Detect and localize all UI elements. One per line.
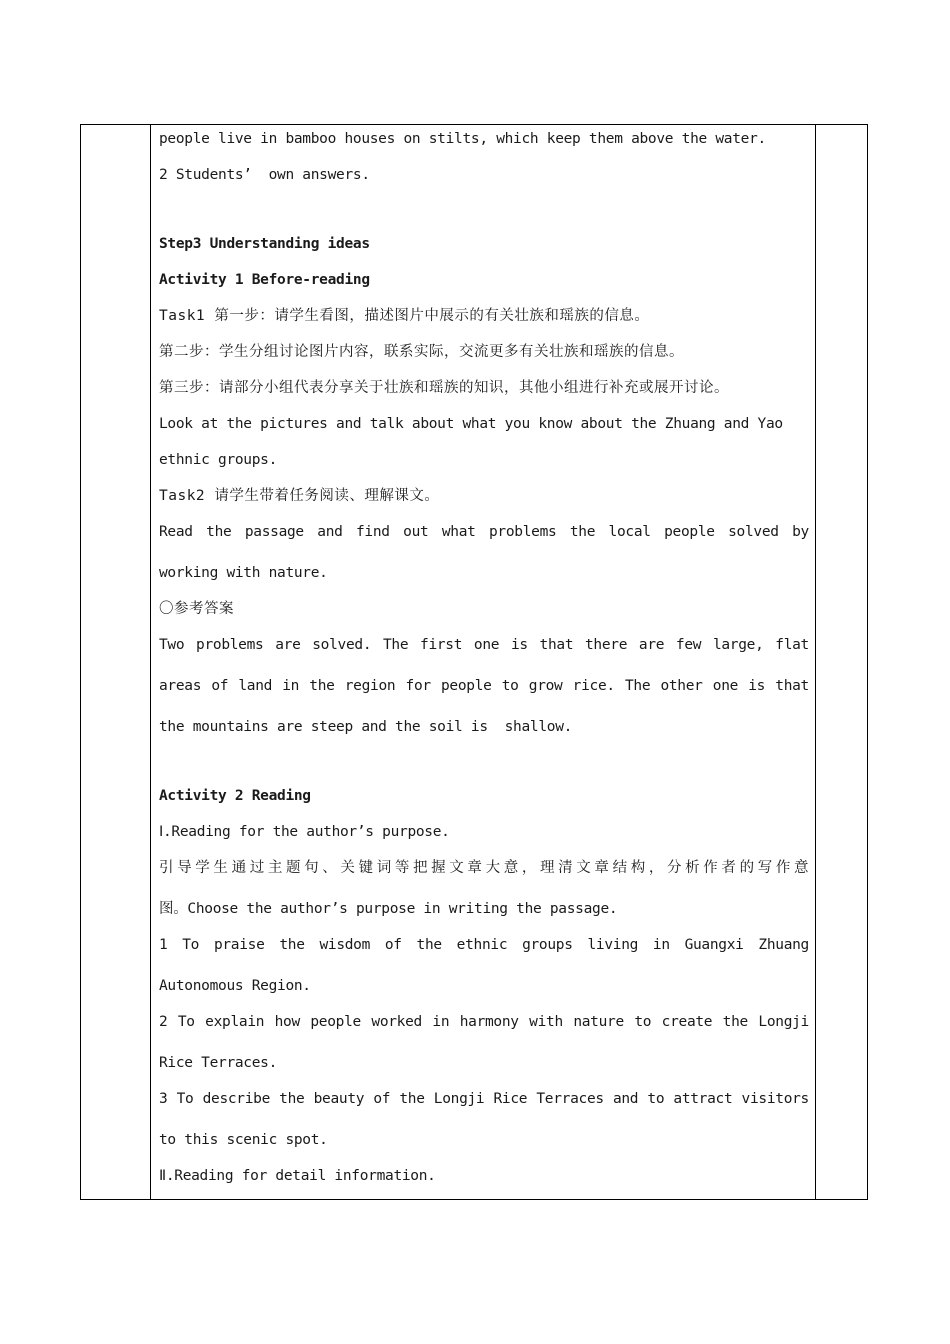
text-line: Ⅰ.Reading for the author’s purpose. [159,824,450,840]
text-line: 引导学生通过主题句、关键词等把握文章大意，理清文章结构，分析作者的写作意 [159,860,809,876]
text-line: Rice Terraces. [159,1055,278,1071]
activity-heading: Activity 1 Before-reading [159,272,370,288]
text-line: 第二步：学生分组讨论图片内容，联系实际，交流更多有关壮族和瑶族的信息。 [159,344,684,360]
text-line: Task1 第一步：请学生看图，描述图片中展示的有关壮族和瑶族的信息。 [159,308,650,324]
activity-heading: Activity 2 Reading [159,788,311,804]
text-line: 2 To explain how people worked in harmony with nature to create the Longji [159,1014,809,1030]
text-line: Read the passage and find out what problems the local people solved by [159,524,809,540]
text-line: 3 To describe the beauty of the Longji Rice Terraces and to attract visitors [159,1091,809,1107]
text-line: Two problems are solved. The first one is that there are few large, flat [159,637,809,653]
text-line: Task2 请学生带着任务阅读、理解课文。 [159,488,440,504]
text-line: working with nature. [159,565,328,581]
text-line: 第三步：请部分小组代表分享关于壮族和瑶族的知识，其他小组进行补充或展开讨论。 [159,380,729,396]
text-line: Look at the pictures and talk about what you know about the Zhuang and Yao [159,416,783,432]
text-line: people live in bamboo houses on stilts, which keep them above the water. [159,131,766,147]
text-line: Ⅱ.Reading for detail information. [159,1168,436,1184]
step-heading: Step3 Understanding ideas [159,236,370,252]
text-line: to this scenic spot. [159,1132,328,1148]
lesson-table [80,124,868,1200]
answer-label: 〇参考答案 [159,601,234,617]
text-line: ethnic groups. [159,452,278,468]
column-divider-right [815,125,816,1199]
text-line: areas of land in the region for people to grow rice. The other one is that [159,678,809,694]
column-divider-left [150,125,151,1199]
text-line: the mountains are steep and the soil is shallow. [159,719,573,735]
text-line: 1 To praise the wisdom of the ethnic groups living in Guangxi Zhuang [159,937,809,953]
text-line: Autonomous Region. [159,978,311,994]
text-line: 图。Choose the author’s purpose in writing the passage. [159,901,618,917]
text-line: 2 Students’ own answers. [159,167,370,183]
